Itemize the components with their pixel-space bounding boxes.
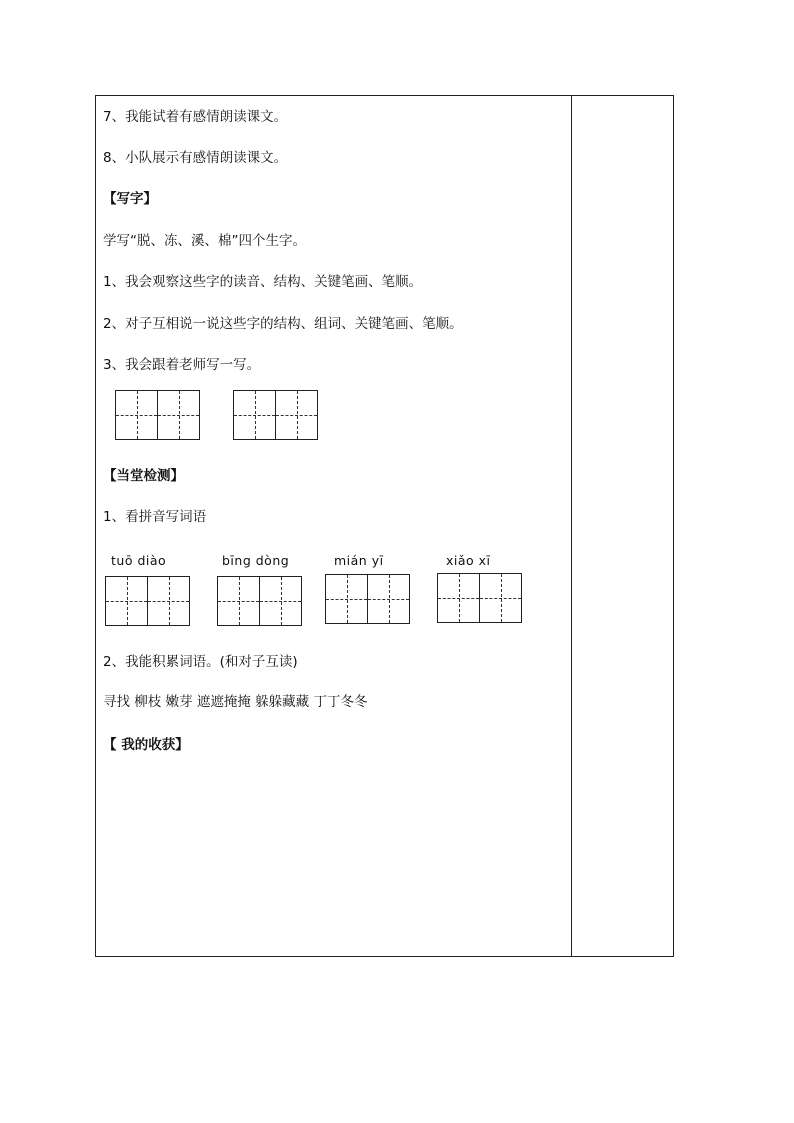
write-heading: 【写字】: [103, 191, 157, 207]
write-item-1: 1、我会观察这些字的读音、结构、关键笔画、笔顺。: [103, 274, 423, 290]
write-item-3: 3、我会跟着老师写一写。: [103, 357, 261, 373]
pinyin-label: tuō diào: [111, 553, 167, 568]
pinyin-label: bīng dòng: [222, 553, 290, 568]
pinyin-writing-grid: [217, 576, 302, 626]
table-frame: [95, 95, 674, 957]
item-7: 7、我能试着有感情朗读课文。: [103, 109, 288, 125]
pinyin-label: mián yī: [334, 553, 384, 568]
writing-grid: [115, 390, 200, 440]
write-item-2: 2、对子互相说一说这些字的结构、组词、关键笔画、笔顺。: [103, 316, 463, 332]
test-item-1: 1、看拼音写词语: [103, 509, 207, 525]
writing-grid: [233, 390, 318, 440]
write-intro: 学写“脱、冻、溪、棉”四个生字。: [103, 233, 306, 249]
test-heading: 【当堂检测】: [103, 468, 184, 484]
pinyin-writing-grid: [437, 573, 522, 623]
column-divider: [571, 95, 572, 957]
word-list: 寻找 柳枝 嫩芽 遮遮掩掩 躲躲藏藏 丁丁冬冬: [103, 694, 368, 710]
test-item-2: 2、我能积累词语。(和对子互读): [103, 654, 298, 670]
pinyin-label: xiǎo xī: [446, 553, 491, 568]
harvest-heading: 【 我的收获】: [103, 737, 189, 753]
pinyin-writing-grid: [325, 574, 410, 624]
item-8: 8、小队展示有感情朗读课文。: [103, 150, 288, 166]
pinyin-writing-grid: [105, 576, 190, 626]
